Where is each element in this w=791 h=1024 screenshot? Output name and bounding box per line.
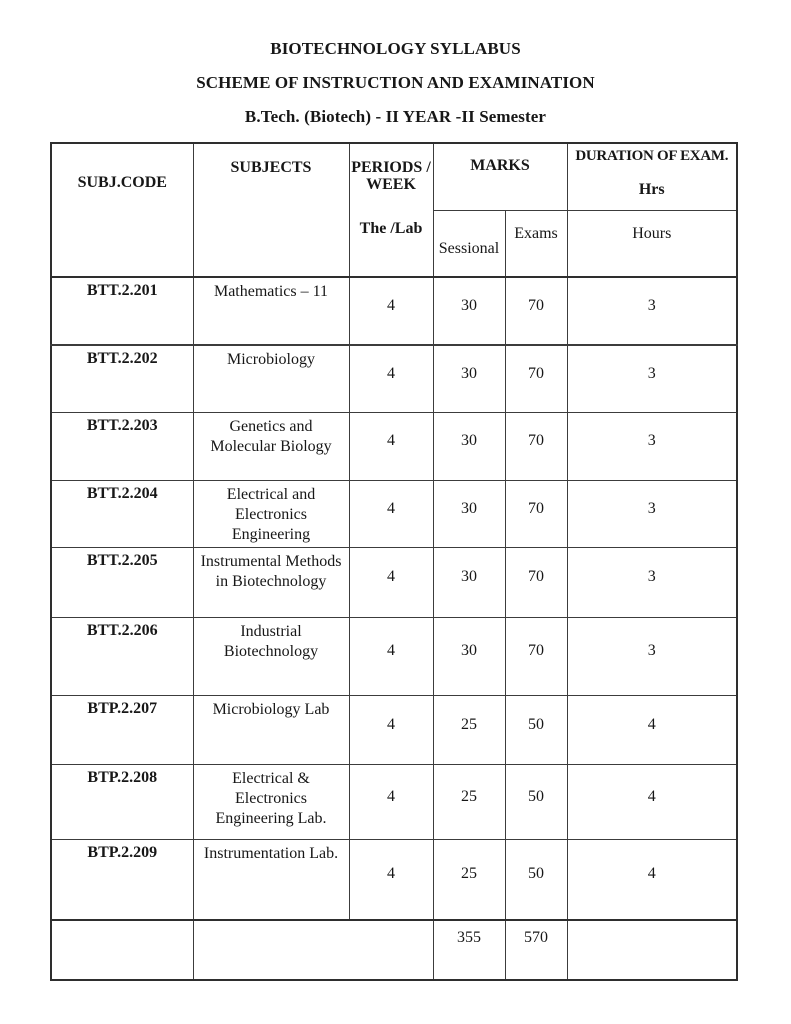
periods-cell: 4 bbox=[349, 412, 433, 480]
periods-cell: 4 bbox=[349, 547, 433, 617]
subject-name-cell: Electrical and Electronics Engineering bbox=[193, 480, 349, 547]
exam-marks-cell: 70 bbox=[505, 345, 567, 412]
header-duration-of-exam bbox=[567, 143, 737, 210]
periods-cell: 4 bbox=[349, 764, 433, 839]
periods-cell: 4 bbox=[349, 617, 433, 695]
header-subj-code: SUBJ.CODE bbox=[51, 143, 193, 277]
subject-name-cell: Microbiology bbox=[193, 345, 349, 412]
document-subtitle: SCHEME OF INSTRUCTION AND EXAMINATION bbox=[196, 73, 595, 92]
syllabus-table bbox=[50, 142, 738, 981]
semester-heading: B.Tech. (Biotech) - II YEAR -II Semester bbox=[244, 107, 547, 126]
sessional-marks-cell: 30 bbox=[433, 547, 505, 617]
duration-hours-cell: 3 bbox=[567, 277, 737, 345]
subject-code-cell: BTT.2.204 bbox=[51, 480, 193, 547]
sessional-marks-cell: 25 bbox=[433, 839, 505, 920]
subject-code-cell: BTT.2.206 bbox=[51, 617, 193, 695]
table-body bbox=[51, 277, 737, 980]
table-row bbox=[51, 345, 737, 412]
periods-cell: 4 bbox=[349, 480, 433, 547]
table-row bbox=[51, 839, 737, 920]
table-row bbox=[51, 480, 737, 547]
header-periods-week bbox=[349, 143, 433, 277]
sessional-marks-cell: 25 bbox=[433, 764, 505, 839]
sessional-marks-cell: 25 bbox=[433, 695, 505, 764]
exam-marks-cell: 70 bbox=[505, 277, 567, 345]
totals-empty-subject-cell bbox=[193, 920, 433, 980]
totals-row bbox=[51, 920, 737, 980]
table-row bbox=[51, 277, 737, 345]
subject-code-cell: BTP.2.209 bbox=[51, 839, 193, 920]
subject-code-cell: BTP.2.207 bbox=[51, 695, 193, 764]
header-duration-line1: DURATION OF EXAM. bbox=[575, 148, 729, 164]
total-exams-cell: 570 bbox=[505, 920, 567, 980]
periods-cell: 4 bbox=[349, 277, 433, 345]
duration-hours-cell: 4 bbox=[567, 695, 737, 764]
periods-cell: 4 bbox=[349, 695, 433, 764]
table-row bbox=[51, 412, 737, 480]
duration-hours-cell: 3 bbox=[567, 480, 737, 547]
periods-cell: 4 bbox=[349, 839, 433, 920]
exam-marks-cell: 70 bbox=[505, 412, 567, 480]
duration-hours-cell: 3 bbox=[567, 412, 737, 480]
table-row bbox=[51, 764, 737, 839]
document-title: BIOTECHNOLOGY SYLLABUS bbox=[270, 39, 521, 58]
header-exams: Exams bbox=[505, 210, 567, 277]
subject-code-cell: BTP.2.208 bbox=[51, 764, 193, 839]
table-row bbox=[51, 617, 737, 695]
sessional-marks-cell: 30 bbox=[433, 617, 505, 695]
subject-name-cell: Instrumentation Lab. bbox=[193, 839, 349, 920]
header-sessional: Sessional bbox=[433, 210, 505, 277]
title-block bbox=[0, 0, 791, 125]
duration-hours-cell: 3 bbox=[567, 345, 737, 412]
exam-marks-cell: 50 bbox=[505, 764, 567, 839]
exam-marks-cell: 70 bbox=[505, 480, 567, 547]
subject-code-cell: BTT.2.205 bbox=[51, 547, 193, 617]
header-periods-week-label: PERIODS / WEEK bbox=[351, 159, 431, 193]
exam-marks-cell: 70 bbox=[505, 547, 567, 617]
sessional-marks-cell: 30 bbox=[433, 277, 505, 345]
sessional-marks-cell: 30 bbox=[433, 412, 505, 480]
totals-empty-hours-cell bbox=[567, 920, 737, 980]
sessional-marks-cell: 30 bbox=[433, 480, 505, 547]
header-hours: Hours bbox=[567, 210, 737, 277]
exam-marks-cell: 50 bbox=[505, 695, 567, 764]
header-subjects: SUBJECTS bbox=[193, 143, 349, 277]
duration-hours-cell: 4 bbox=[567, 764, 737, 839]
subject-name-cell: Electrical & Electronics Engineering Lab. bbox=[193, 764, 349, 839]
duration-hours-cell: 4 bbox=[567, 839, 737, 920]
total-sessional-cell: 355 bbox=[433, 920, 505, 980]
table-row bbox=[51, 547, 737, 617]
subject-name-cell: Mathematics – 11 bbox=[193, 277, 349, 345]
totals-empty-code-cell bbox=[51, 920, 193, 980]
header-marks: MARKS bbox=[433, 143, 567, 210]
subject-code-cell: BTT.2.202 bbox=[51, 345, 193, 412]
subject-name-cell: Microbiology Lab bbox=[193, 695, 349, 764]
duration-hours-cell: 3 bbox=[567, 617, 737, 695]
subject-code-cell: BTT.2.201 bbox=[51, 277, 193, 345]
header-duration-line2: Hrs bbox=[638, 181, 665, 198]
duration-hours-cell: 3 bbox=[567, 547, 737, 617]
header-theory-lab-label: The /Lab bbox=[359, 220, 423, 237]
table-row bbox=[51, 695, 737, 764]
exam-marks-cell: 50 bbox=[505, 839, 567, 920]
subject-code-cell: BTT.2.203 bbox=[51, 412, 193, 480]
subject-name-cell: Instrumental Methods in Biotechnology bbox=[193, 547, 349, 617]
exam-marks-cell: 70 bbox=[505, 617, 567, 695]
table-header bbox=[51, 143, 737, 277]
subject-name-cell: Industrial Biotechnology bbox=[193, 617, 349, 695]
periods-cell: 4 bbox=[349, 345, 433, 412]
subject-name-cell: Genetics and Molecular Biology bbox=[193, 412, 349, 480]
sessional-marks-cell: 30 bbox=[433, 345, 505, 412]
